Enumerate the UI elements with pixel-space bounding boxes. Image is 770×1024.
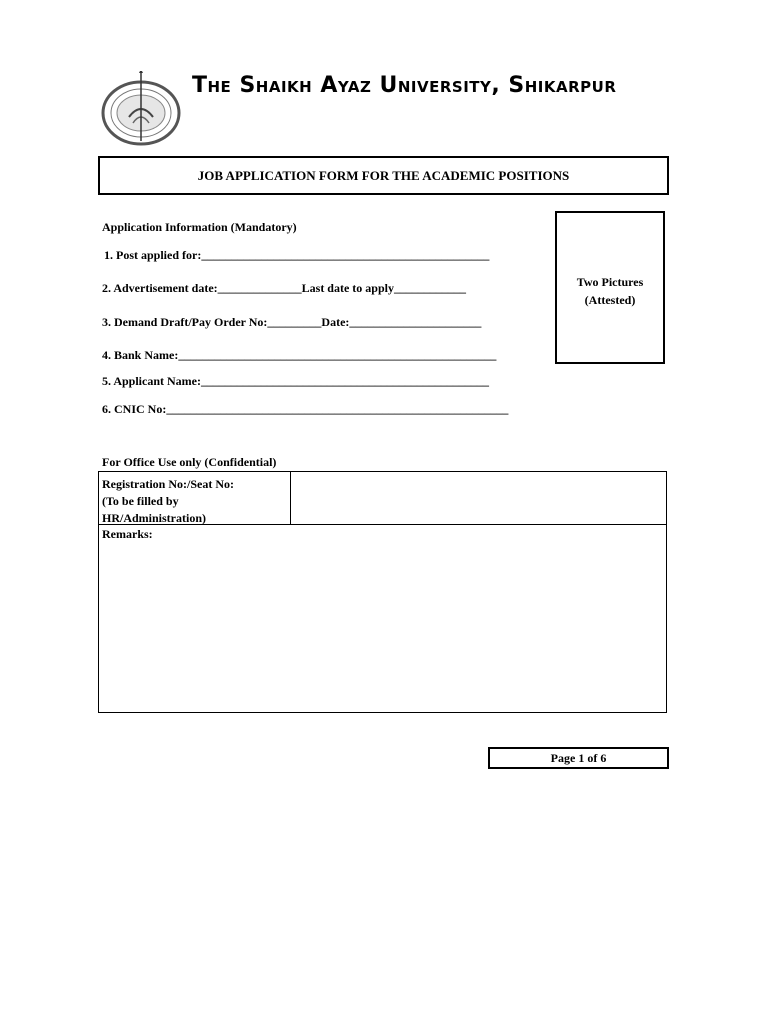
university-seal-icon: [99, 71, 183, 147]
registration-note-2: HR/Administration): [102, 511, 207, 525]
post-applied-field[interactable]: 1. Post applied for:________________________________________________: [104, 248, 490, 262]
page-number-box: [488, 747, 669, 769]
applicant-name-field[interactable]: 5. Applicant Name:________________________________________________: [102, 374, 489, 388]
university-name: The Shaikh Ayaz University, Shikarpur: [192, 73, 617, 98]
photo-box: [555, 211, 665, 364]
bank-name-field[interactable]: 4. Bank Name:_____________________________________________________: [102, 348, 497, 362]
application-info-heading: Application Information (Mandatory): [102, 220, 297, 234]
photo-attested-label: (Attested): [584, 293, 636, 307]
advertisement-date-field[interactable]: 2. Advertisement date:______________Last date to apply____________: [102, 281, 466, 295]
registration-label: Registration No:/Seat No:: [102, 477, 234, 491]
remarks-label: Remarks:: [102, 527, 153, 541]
table-divider: [99, 524, 666, 525]
registration-cell: [99, 472, 291, 524]
cnic-field[interactable]: 6. CNIC No:_________________________________________________________: [102, 402, 509, 416]
form-title: JOB APPLICATION FORM FOR THE ACADEMIC POSITIONS: [197, 167, 570, 183]
photo-label: Two Pictures: [576, 275, 644, 289]
office-use-table: [98, 471, 667, 713]
page-number: Page 1 of 6: [550, 750, 607, 765]
form-title-box: [98, 156, 669, 195]
office-use-heading: For Office Use only (Confidential): [102, 455, 277, 469]
registration-note: (To be filled by: [102, 494, 179, 508]
demand-draft-field[interactable]: 3. Demand Draft/Pay Order No:_________Date:______________________: [102, 315, 482, 329]
